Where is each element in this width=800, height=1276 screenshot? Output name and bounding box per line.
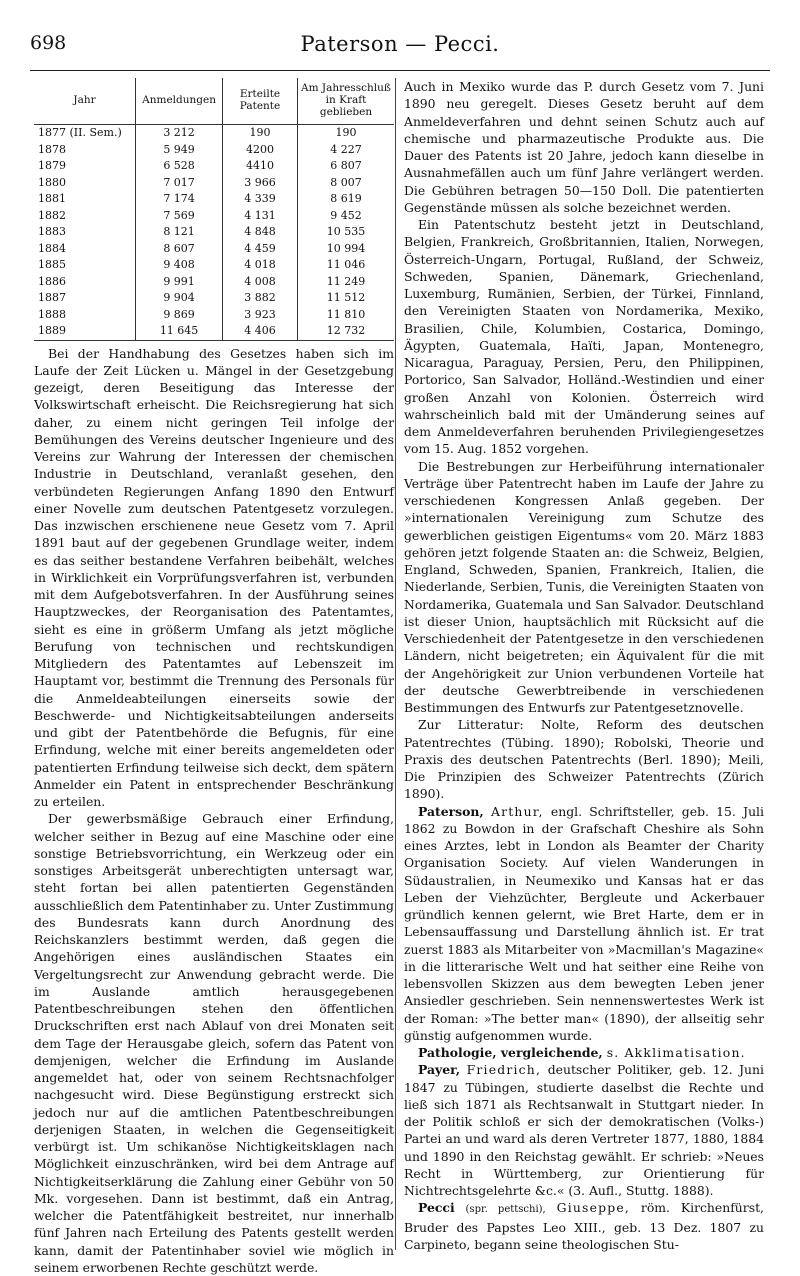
entry-headword: Pathologie, vergleichende, xyxy=(418,1045,603,1060)
entry-headword: Pecci xyxy=(418,1200,455,1216)
table-cell: 1881 xyxy=(38,192,66,205)
page-header xyxy=(30,32,770,66)
table-cell: 1882 xyxy=(38,208,66,222)
table-cell: 4200 xyxy=(223,142,298,159)
paragraph: Auch in Mexiko wurde das P. durch Gesetz vom 7. Juni 1890 neu geregelt. Dieses Gesetz beruht auf dem Anmeldeverfahren und dehnt seinen Schutz auch auf chemische und pharmazeutische Produkte aus. Die Dauer des Patents ist 20 Jahre, jedoch kann dieselbe in Ausnahmefällen auch um fünf Jahre verlängert werden. Die Gebühren betragen 50—150 Doll. Die patentierten Gegenstände müssen als solche bezeichnet werden. xyxy=(404,79,764,215)
table-cell: 1889 xyxy=(34,323,136,340)
table-cell: 4410 xyxy=(223,158,298,175)
table-cell: 9 452 xyxy=(298,208,395,225)
entry-payer xyxy=(404,1061,764,1199)
table-row xyxy=(34,323,394,340)
table-cell: 3 923 xyxy=(223,307,298,324)
table-cell: 9 869 xyxy=(136,307,223,324)
table-cell: 1883 xyxy=(38,225,66,238)
table-row xyxy=(34,241,394,258)
table-cell: 4 227 xyxy=(298,142,395,159)
entry-pecci xyxy=(404,1199,764,1253)
table-cell: 1886 xyxy=(38,274,66,288)
table-cell: 1885 xyxy=(38,258,66,271)
table-header-year: Jahr xyxy=(34,78,136,125)
table-row xyxy=(34,191,394,208)
table-cell: 1884 xyxy=(38,241,66,255)
table-cell: 6 528 xyxy=(136,158,223,175)
table-header-granted: Erteilte Patente xyxy=(223,78,298,125)
entry-given-name: Giuseppe, xyxy=(556,1200,631,1216)
table-cell: 190 xyxy=(298,125,395,142)
table-body xyxy=(34,125,394,341)
table-row xyxy=(34,290,394,307)
paragraph: Der gewerbsmäßige Gebrauch einer Erfindung, welcher seither in Bezug auf eine Maschine oder eine sonstige Betriebsvorrichtung, ein Werkzeug oder ein sonstiges Arbeitsgerät unberechtigten untersagt war, steht fortan bei allen patentierten Gegenständen ausschließlich dem Patentinhaber zu. Unter Zustimmung des Bundesrats kann durch Anordnung des Reichskanzlers bestimmt werden, daß gegen die Angehörigen eines ausländischen Staates ein Vergeltungsrecht zur Anwendung gebracht werde. Die im Auslande amtlich herausgegebenen Patentbeschreibungen stehen den öffentlichen Druckschriften erst nach Ablauf von drei Monaten seit dem Tage der Herausgabe gleich, sofern das Patent von demjenigen, welcher die Erfindung im Auslande angemeldet hat, oder von seinem Rechtsnachfolger nachgesucht wird. Diese Begünstigung erstreckt sich jedoch nur auf die amtlichen Patentbeschreibungen derjenigen Staaten, in welchen die Gegenseitigkeit verbürgt ist. Um schikanöse Nichtigkeitsklagen nach Möglichkeit einzuschränken, wird bei dem Antrage auf Nichtigkeitserklärung die Zahlung einer Gebühr von 50 Mk. vorgesehen. Dann ist bestimmt, daß ein Antrag, welcher die Patentfähigkeit bestreitet, nur innerhalb fünf Jahren nach Erteilung des Patents gestellt werden kann, damit der Patentinhaber soviel wie möglich in seinem erworbenen Rechte geschützt werde. xyxy=(34,811,394,1275)
table-cell: 4 406 xyxy=(223,323,298,340)
table-cell: 10 994 xyxy=(298,241,395,258)
paragraph: Ein Patentschutz besteht jetzt in Deutschland, Belgien, Frankreich, Großbritannien, Italien, Norwegen, Österreich-Ungarn, Portugal, Rußland, der Schweiz, Schweden, Spanien, Dänemark, Griechenland, Luxemburg, Rumänien, Serbien, der Türkei, Finnland, den Vereinigten Staaten von Nordamerika, Mexiko, Brasilien, Chile, Kolumbien, Costarica, Domingo, Ägypten, Guatemala, Haïti, Japan, Montenegro, Nicaragua, Paraguay, Persien, Peru, den Philippinen, Portorico, San Salvador, Holländ.-Westindien und einer großen Anzahl von Kolonien. Österreich wird wahrscheinlich bald mit der Umänderung seines auf dem Anmeldeverfahren beruhenden Privilegiengesetzes vom 15. Aug. 1852 vorgehen. xyxy=(404,217,764,457)
table-cell: 11 249 xyxy=(298,274,395,291)
table-row xyxy=(34,274,394,291)
table-cell: 4 459 xyxy=(223,241,298,258)
table-header-in-force: Am Jahresschluß in Kraft geblieben xyxy=(298,78,395,125)
patent-statistics-table xyxy=(34,78,394,341)
running-head: Paterson — Pecci. xyxy=(300,32,500,56)
entry-given-name: Arthur, xyxy=(490,803,544,819)
entry-paterson xyxy=(404,803,764,1045)
table-cell: 4 131 xyxy=(223,208,298,225)
paragraph: Die Bestrebungen zur Herbeiführung internationaler Verträge über Patentrecht haben im Laufe der Jahre zu verschiedenen Kongressen Anlaß gegeben. Der »internationalen Vereinigung zum Schutze des gewerblichen geistigen Eigentums« vom 20. März 1883 gehören jetzt folgende Staaten an: die Schweiz, Belgien, England, Schweden, Spanien, Frankreich, Italien, die Niederlande, Serbien, Tunis, die Vereinigten Staaten von Nordamerika, Guatemala und San Salvador. Deutschland ist dieser Union, hauptsächlich mit Rücksicht auf die Verschiedenheit der Patentgesetze in den verschiedenen Ländern, nicht beigetreten; ein Äquivalent für die mit der Angehörigkeit zur Union verbundenen Vorteile hat der deutsche Gewerbtreibende in verschiedenen Bestimmungen des Entwurfs zur Patentgesetznovelle. xyxy=(404,458,764,715)
entry-pathologie xyxy=(404,1044,764,1061)
entry-body: deutscher Politiker, geb. 12. Juni 1847 zu Tübingen, studierte daselbst die Rechte und ließ sich 1871 als Rechtsanwalt in Stuttgart nieder. In der Politik schloß er sich der demokratischen (Volks-) Partei an und ward als deren Vertreter 1877, 1880, 1884 und 1890 in den Reichstag gewählt. Er schrieb: »Neues Recht in Württemberg, zur Orientierung für Nichtrechtsgelehrte &c.« (3. Aufl., Stuttg. 1888). xyxy=(404,1062,764,1198)
left-column xyxy=(34,78,394,1276)
table-cell: 1888 xyxy=(38,307,66,321)
table-cell: 1887 xyxy=(38,291,66,304)
column-divider xyxy=(395,78,396,1250)
page-number: 698 xyxy=(30,32,67,54)
table-cell: 3 966 xyxy=(223,175,298,192)
paragraph: Bei der Handhabung des Gesetzes haben sich im Laufe der Zeit Lücken u. Mängel in der Gesetzgebung gezeigt, deren Beseitigung das Interesse der Volkswirtschaft erheischt. Die Reichsregierung hat sich daher, zu einem nicht geringen Teil infolge der Bemühungen des Vereins deutscher Ingenieure und des Vereins zur Wahrung der Interessen der chemischen Industrie in Deutschland, veranlaßt gesehen, den verbündeten Regierungen Anfang 1890 den Entwurf einer Novelle zum deutschen Patentgesetz vorzulegen. Das inzwischen erschienene neue Gesetz vom 7. April 1891 baut auf der gegebenen Grundlage weiter, indem es das seither bestandene Verfahren beibehält, welches in Wirklichkeit ein Vorprüfungsverfahren ist, verbunden mit dem Aufgebotsverfahren. In der Ausführung seines Hauptzweckes, der Reorganisation des Patentamtes, sieht es eine in größerm Umfang als jetzt mögliche Berufung von technischen und rechtskundigen Mitgliedern des Patentamtes auf Lebenszeit im Hauptamt vor, bestimmt die Trennung des Personals für die Anmeldeabteilungen einerseits sowie der Beschwerde- und Nichtigkeitsabteilungen anderseits und gibt der Patentbehörde die Befugnis, für eine Erfindung, welche mit einer bereits angemeldeten oder patentierten Erfindung teilweise sich deckt, dem spätern Anmelder ein Patent in entsprechender Beschränkung zu erteilen. xyxy=(34,345,394,809)
entry-headword: Payer, xyxy=(418,1062,461,1078)
entry-body: s. Akklimatisation. xyxy=(606,1045,746,1060)
table-cell: 8 619 xyxy=(298,191,395,208)
table-cell: 7 569 xyxy=(136,208,223,225)
table-cell: 11 645 xyxy=(136,323,223,340)
table-cell: 1879 xyxy=(38,159,66,172)
table-cell: 9 904 xyxy=(136,290,223,307)
table-cell: 4 008 xyxy=(223,274,298,291)
table-cell: 7 174 xyxy=(136,191,223,208)
table-cell: 11 046 xyxy=(298,257,395,274)
table-cell: 8 121 xyxy=(136,224,223,241)
table-cell: 9 991 xyxy=(136,274,223,291)
table-cell: 5 949 xyxy=(136,142,223,159)
entry-given-name: Friedrich, xyxy=(466,1062,542,1078)
table-cell: 4 018 xyxy=(223,257,298,274)
table-row xyxy=(34,175,394,192)
table-cell: 7 017 xyxy=(136,175,223,192)
table-row xyxy=(34,125,394,142)
entry-pronunciation: (spr. pettschi), xyxy=(465,1204,546,1216)
table-cell: 1877 (II. Sem.) xyxy=(38,126,122,139)
table-cell: 11 512 xyxy=(298,290,395,307)
table-row xyxy=(34,224,394,241)
table-row xyxy=(34,307,394,324)
table-cell: 1880 xyxy=(38,175,66,189)
table-cell: 9 408 xyxy=(136,257,223,274)
table-cell: 12 732 xyxy=(298,323,395,340)
table-cell: 4 339 xyxy=(223,191,298,208)
table-row xyxy=(34,158,394,175)
table-header-applications: Anmeldungen xyxy=(136,78,223,125)
right-column xyxy=(404,78,764,1253)
header-rule xyxy=(30,70,770,71)
table-row xyxy=(34,208,394,225)
table-cell: 1878 xyxy=(38,142,66,156)
table-cell: 3 212 xyxy=(136,125,223,142)
table-cell: 3 882 xyxy=(223,290,298,307)
table-row xyxy=(34,142,394,159)
table-cell: 8 007 xyxy=(298,175,395,192)
paragraph: Zur Litteratur: Nolte, Reform des deutschen Patentrechtes (Tübing. 1890); Robolski, Theorie und Praxis des deutschen Patentrechts (Berl. 1890); Meili, Die Prinzipien des Schweizer Patentrechts (Zürich 1890). xyxy=(404,717,764,802)
entry-headword: Paterson, xyxy=(418,803,484,819)
entry-body: engl. Schriftsteller, geb. 15. Juli 1862 zu Bowdon in der Grafschaft Cheshire als Sohn eines Arztes, lebt in London als Beamter der Charity Organisation Society. Auf vielen Wanderungen in Südaustralien, in Neumexiko und Kansas hat er das Leben der Viehzüchter, Bergleute und Ackerbauer gründlich kennen gelernt, wie Bret Harte, dem er in Lebensauffassung und Darstellung ähnlich ist. Er trat zuerst 1883 als Mitarbeiter von »Macmillan's Magazine« in die litterarische Welt und hat seither eine Reihe von lebensvollen Skizzen aus dem bewegten Leben jener Ansiedler geschrieben. Sein nennenswertestes Werk ist der Roman: »The better man« (1890), der allseitig sehr günstig aufgenommen wurde. xyxy=(404,803,764,1043)
table-cell: 10 535 xyxy=(298,224,395,241)
table-row xyxy=(34,257,394,274)
table-cell: 6 807 xyxy=(298,158,395,175)
table-cell: 190 xyxy=(223,125,298,142)
table-cell: 11 810 xyxy=(298,307,395,324)
entry-body: röm. Kirchenfürst, Bruder des Papstes Leo XIII., geb. 13 Dez. 1807 zu Carpineto, begann seine theologischen Stu- xyxy=(404,1200,764,1252)
table-cell: 4 848 xyxy=(223,224,298,241)
table-cell: 8 607 xyxy=(136,241,223,258)
